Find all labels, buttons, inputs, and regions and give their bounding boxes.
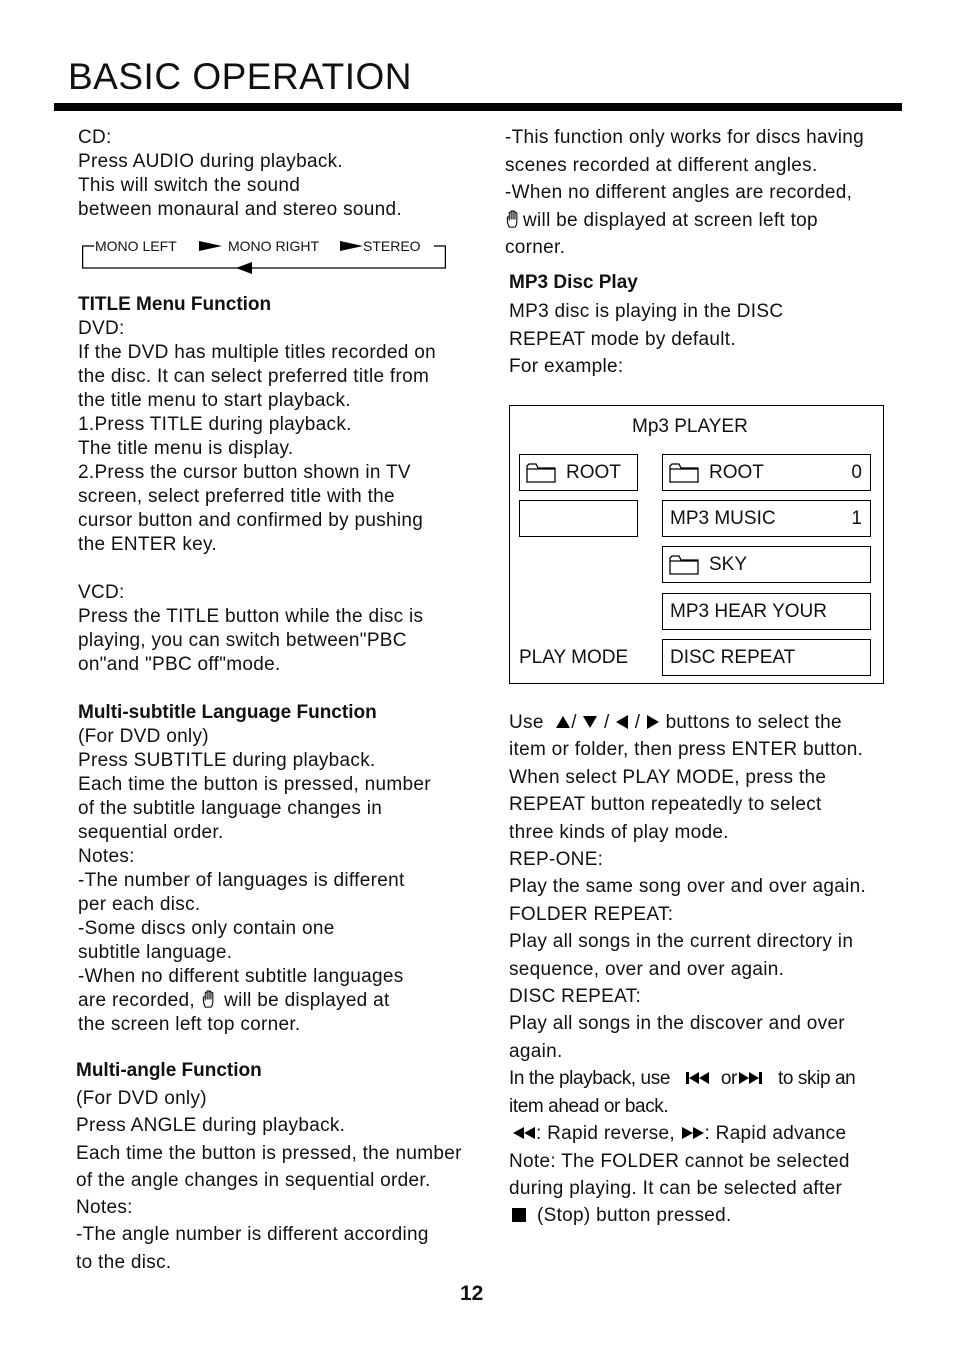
- mp3-player-header: Mp3 PLAYER: [632, 416, 748, 437]
- subtitle-line: -The number of languages is different: [78, 870, 405, 891]
- rapid-advance-icon: [681, 1126, 705, 1140]
- mp3-list-item[interactable]: [662, 500, 871, 537]
- angle-hand-line: will be displayed at screen left top: [505, 207, 864, 235]
- cd-section: [78, 126, 402, 222]
- note-line: during playing. It can be selected after: [509, 1177, 843, 1199]
- usage-line: item or folder, then press ENTER button.: [509, 739, 864, 761]
- title-divider: [54, 103, 902, 111]
- mp3-line: For example:: [509, 356, 624, 377]
- next-track-icon: [738, 1071, 764, 1085]
- page-number: 12: [460, 1282, 484, 1305]
- subtitle-body: [78, 725, 431, 1037]
- angle-body: [76, 1085, 462, 1276]
- angle-line: Notes:: [76, 1197, 133, 1219]
- stop-icon: [511, 1207, 527, 1223]
- mp3-list-item[interactable]: [662, 454, 871, 491]
- subtitle-line: -Some discs only contain one: [78, 918, 335, 939]
- title-menu-line: DVD:: [78, 318, 125, 339]
- mp3-item-label: ROOT: [709, 461, 764, 483]
- usage-line: Play all songs in the discover and over: [509, 1013, 845, 1035]
- usage-line: REPEAT button repeatedly to select: [509, 794, 822, 816]
- arrow-left-icon: [236, 262, 252, 274]
- folder-icon: [669, 463, 699, 483]
- title-menu-line: The title menu is display.: [78, 438, 294, 459]
- title-menu-line: VCD:: [78, 582, 125, 603]
- usage-line: FOLDER REPEAT:: [509, 903, 674, 925]
- subtitle-line: (For DVD only): [78, 726, 209, 747]
- mp3-list-item[interactable]: [662, 546, 871, 583]
- skip-line: In the playback, use or to skip an: [509, 1068, 856, 1090]
- mp3-list-item[interactable]: [662, 639, 871, 676]
- title-menu-body: [78, 317, 436, 677]
- subtitle-line: -When no different subtitle languages: [78, 966, 404, 987]
- cd-line: between monaural and stereo sound.: [78, 199, 402, 220]
- title-menu-line: the ENTER key.: [78, 534, 217, 555]
- mp3-item-label: SKY: [709, 553, 748, 575]
- title-menu-line: Press the TITLE button while the disc is: [78, 606, 424, 627]
- angle-line: to the disc.: [76, 1251, 172, 1273]
- mp3-item-label: MP3 MUSIC: [670, 507, 776, 529]
- subtitle-line: sequential order.: [78, 822, 224, 843]
- page-title: BASIC OPERATION: [68, 56, 412, 97]
- title-menu-line: the title menu to start playback.: [78, 390, 351, 411]
- usage-line: sequence, over and over again.: [509, 958, 785, 980]
- mp3-item-label: DISC REPEAT: [670, 646, 796, 668]
- angle-cont-last: corner.: [505, 237, 566, 258]
- angle-line: of the angle changes in sequential order.: [76, 1169, 431, 1191]
- subtitle-hand-line: are recorded, will be displayed at: [78, 990, 390, 1011]
- previous-track-icon: [685, 1071, 711, 1085]
- title-menu-line: on"and "PBC off"mode.: [78, 654, 281, 675]
- angle-notes-cont: [505, 124, 864, 262]
- mp3-player-screen: [509, 405, 884, 684]
- mp3-item-number: 1: [851, 507, 862, 529]
- angle-cont-line: -This function only works for discs having: [505, 127, 864, 148]
- hand-icon: [505, 210, 523, 229]
- arrow-right-icon: [199, 241, 222, 251]
- subtitle-heading: Multi-subtitle Language Function: [78, 702, 377, 723]
- right-arrow-icon: [646, 714, 660, 730]
- arrow-right-icon: [340, 241, 363, 251]
- down-arrow-icon: [582, 715, 598, 729]
- angle-heading: Multi-angle Function: [76, 1060, 262, 1081]
- cd-line: Press AUDIO during playback.: [78, 151, 344, 172]
- title-menu-line: If the DVD has multiple titles recorded on: [78, 342, 436, 363]
- mp3-heading: MP3 Disc Play: [509, 272, 638, 293]
- subtitle-line: Notes:: [78, 846, 135, 867]
- subtitle-last-line: the screen left top corner.: [78, 1014, 301, 1035]
- hand-icon: [201, 990, 219, 1009]
- flow-mono-left: MONO LEFT: [95, 238, 177, 254]
- mp3-line: REPEAT mode by default.: [509, 328, 736, 350]
- skip-line-2: item ahead or back.: [509, 1095, 669, 1117]
- subtitle-line: of the subtitle language changes in: [78, 798, 383, 819]
- title-menu-line: the disc. It can select preferred title from: [78, 366, 430, 387]
- angle-cont-line: -When no different angles are recorded,: [505, 182, 853, 203]
- usage-line: DISC REPEAT:: [509, 986, 642, 1008]
- mp3-body: [509, 298, 783, 381]
- cd-line: This will switch the sound: [78, 175, 301, 196]
- usage-line: three kinds of play mode.: [509, 821, 729, 843]
- title-menu-line: 2.Press the cursor button shown in TV: [78, 462, 411, 483]
- left-empty-slot[interactable]: [519, 500, 638, 537]
- rapid-line: : Rapid reverse, : Rapid advance: [509, 1120, 866, 1147]
- usage-line: again.: [509, 1040, 563, 1062]
- title-menu-line: [78, 557, 436, 581]
- flow-mono-right: MONO RIGHT: [228, 238, 319, 254]
- angle-line: (For DVD only): [76, 1088, 207, 1109]
- mp3-list-item[interactable]: [662, 593, 871, 630]
- subtitle-line: subtitle language.: [78, 942, 233, 963]
- subtitle-line: per each disc.: [78, 894, 201, 915]
- title-menu-line: screen, select preferred title with the: [78, 486, 395, 507]
- angle-cont-line: scenes recorded at different angles.: [505, 154, 818, 176]
- mp3-item-label: MP3 HEAR YOUR: [670, 600, 827, 622]
- folder-icon: [669, 555, 699, 575]
- cd-line: CD:: [78, 127, 112, 148]
- mp3-line: MP3 disc is playing in the DISC: [509, 301, 784, 322]
- play-mode-label[interactable]: PLAY MODE: [519, 647, 629, 668]
- angle-line: Press ANGLE during playback.: [76, 1115, 346, 1137]
- up-arrow-icon: [555, 715, 571, 729]
- title-menu-heading: TITLE Menu Function: [78, 294, 272, 315]
- angle-line: -The angle number is different according: [76, 1224, 429, 1246]
- rapid-reverse-icon: [512, 1126, 536, 1140]
- usage-line: REP-ONE:: [509, 849, 604, 871]
- usage-first-line: Use / / / buttons to select the: [509, 712, 842, 733]
- stop-line: (Stop) button pressed.: [509, 1202, 866, 1229]
- folder-icon: [526, 463, 556, 483]
- title-menu-line: 1.Press TITLE during playback.: [78, 414, 352, 435]
- subtitle-line: Press SUBTITLE during playback.: [78, 750, 376, 771]
- flow-stereo: STEREO: [363, 238, 421, 254]
- left-root-label: ROOT: [566, 461, 621, 483]
- usage-line: When select PLAY MODE, press the: [509, 766, 827, 788]
- title-menu-line: playing, you can switch between"PBC: [78, 630, 407, 651]
- title-menu-line: cursor button and confirmed by pushing: [78, 510, 424, 531]
- subtitle-line: Each time the button is pressed, number: [78, 774, 431, 795]
- left-root-item[interactable]: [519, 454, 638, 491]
- usage-line: Play all songs in the current directory in: [509, 931, 854, 953]
- usage-line: Play the same song over and over again.: [509, 876, 867, 898]
- mp3-item-number: 0: [851, 461, 862, 483]
- angle-line: Each time the button is pressed, the number: [76, 1142, 462, 1164]
- left-arrow-icon: [615, 714, 629, 730]
- usage-body: [509, 709, 866, 1230]
- note-line: Note: The FOLDER cannot be selected: [509, 1150, 850, 1172]
- audio-flow-diagram: [82, 234, 446, 268]
